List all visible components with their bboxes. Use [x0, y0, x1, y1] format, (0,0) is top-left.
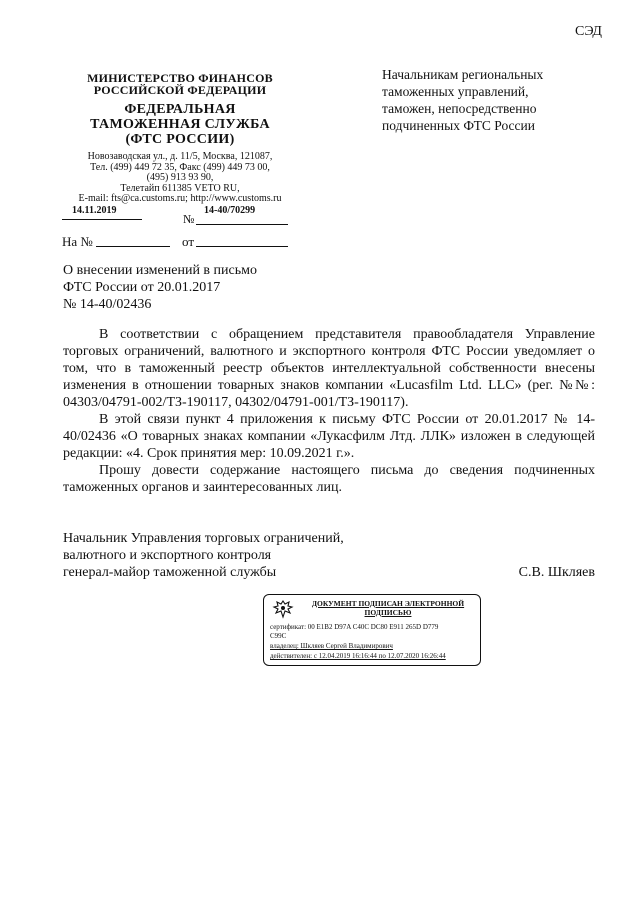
stamp-title-line-1: ДОКУМЕНТ ПОДПИСАН ЭЛЕКТРОННОЙ	[311, 599, 465, 608]
body-paragraph-2: В этой связи пункт 4 приложения к письму ФТС России от 20.01.2017 № 14-40/02436 «О товарных знаках компании «Лукасфилм Лтд. ЛЛК» изложен в следующей редакции: «4. Срок принятия мер: 10.09.2021 г.».	[63, 412, 595, 461]
stamp-owner: владелец: Шкляев Сергей Владимирович	[270, 642, 393, 650]
signatory-line-3: генерал-майор таможенной службы	[63, 565, 277, 580]
number-label: №	[183, 212, 195, 226]
stamp-certificate: сертификат: 00 E1B2 D97A C40C DC80 E911 265D D779	[270, 623, 439, 631]
date-underline	[62, 219, 142, 220]
subject-line-2: ФТС России от 20.01.2017	[63, 280, 221, 295]
addressee-line-1: Начальникам региональных	[382, 67, 544, 82]
signatory-name: С.В. Шкляев	[518, 565, 595, 580]
service-line-2: ТАМОЖЕННАЯ СЛУЖБА	[90, 117, 270, 132]
subject-line-3: № 14-40/02436	[63, 297, 152, 312]
eagle-emblem-icon	[272, 599, 294, 619]
document-system-mark: СЭД	[575, 24, 602, 39]
signatory-line-1: Начальник Управления торговых ограничений,	[63, 531, 344, 546]
stamp-certificate-cont: C99C	[270, 632, 287, 640]
addressee-line-4: подчиненных ФТС России	[382, 118, 535, 133]
electronic-signature-stamp	[263, 594, 481, 666]
stamp-validity: действителен: с 12.04.2019 16:16:44 по 12.07.2020 16:26:44	[270, 652, 446, 660]
ministry-line-1: МИНИСТЕРСТВО ФИНАНСОВ	[87, 71, 273, 85]
service-name	[56, 102, 304, 147]
ministry-name	[56, 72, 304, 96]
sender-contacts	[56, 152, 304, 205]
letter-body	[63, 326, 595, 496]
addressee-block	[382, 66, 612, 134]
addressee-line-2: таможенных управлений,	[382, 84, 529, 99]
signatory-line-2: валютного и экспортного контроля	[63, 548, 272, 563]
registration-date: 14.11.2019	[72, 205, 117, 216]
reference-label: На №	[62, 234, 93, 249]
body-paragraph-3: Прошу довести содержание настоящего письма до сведения подчиненных таможенных органов и заинтересованных лиц.	[63, 463, 595, 495]
address-line-4: Телетайп 611385 VETO RU,	[120, 182, 240, 194]
address-line-5: E-mail: fts@ca.customs.ru; http://www.customs.ru	[78, 193, 282, 204]
stamp-title	[300, 599, 476, 617]
stamp-title-line-2: ПОДПИСЬЮ	[364, 608, 412, 617]
subject-line-1: О внесении изменений в письмо	[63, 263, 257, 278]
address-line-2: Тел. (499) 449 72 35, Факс (499) 449 73 00,	[90, 161, 270, 173]
address-line-1: Новозаводская ул., д. 11/5, Москва, 121087,	[87, 151, 273, 162]
reference-from-label: от	[182, 234, 195, 249]
address-line-3: (495) 913 93 90,	[146, 172, 214, 183]
signatory-title	[63, 530, 344, 581]
body-paragraph-1: В соответствии с обращением представителя правообладателя Управление торговых ограничений, валютного и экспортного контроля ФТС России уведомляет о том, что в таможенный реестр объектов интеллектуальной собственности внесены изменения в отношении товарных знаков компании «Lucasfilm Ltd. LLC» (рег. №№: 04303/04791-002/ТЗ-190117, 04302/04791-001/ТЗ-190117).	[63, 327, 595, 410]
service-line-3: (ФТС РОССИИ)	[125, 132, 235, 147]
reference-underline	[96, 246, 170, 247]
ministry-line-2: РОССИЙСКОЙ ФЕДЕРАЦИИ	[93, 83, 267, 97]
letter-subject	[63, 262, 257, 313]
registration-number: 14-40/70299	[204, 205, 256, 216]
addressee-line-3: таможен, непосредственно	[382, 101, 537, 116]
number-underline	[196, 224, 288, 225]
service-line-1: ФЕДЕРАЛЬНАЯ	[124, 102, 236, 117]
reference-date-underline	[196, 246, 288, 247]
